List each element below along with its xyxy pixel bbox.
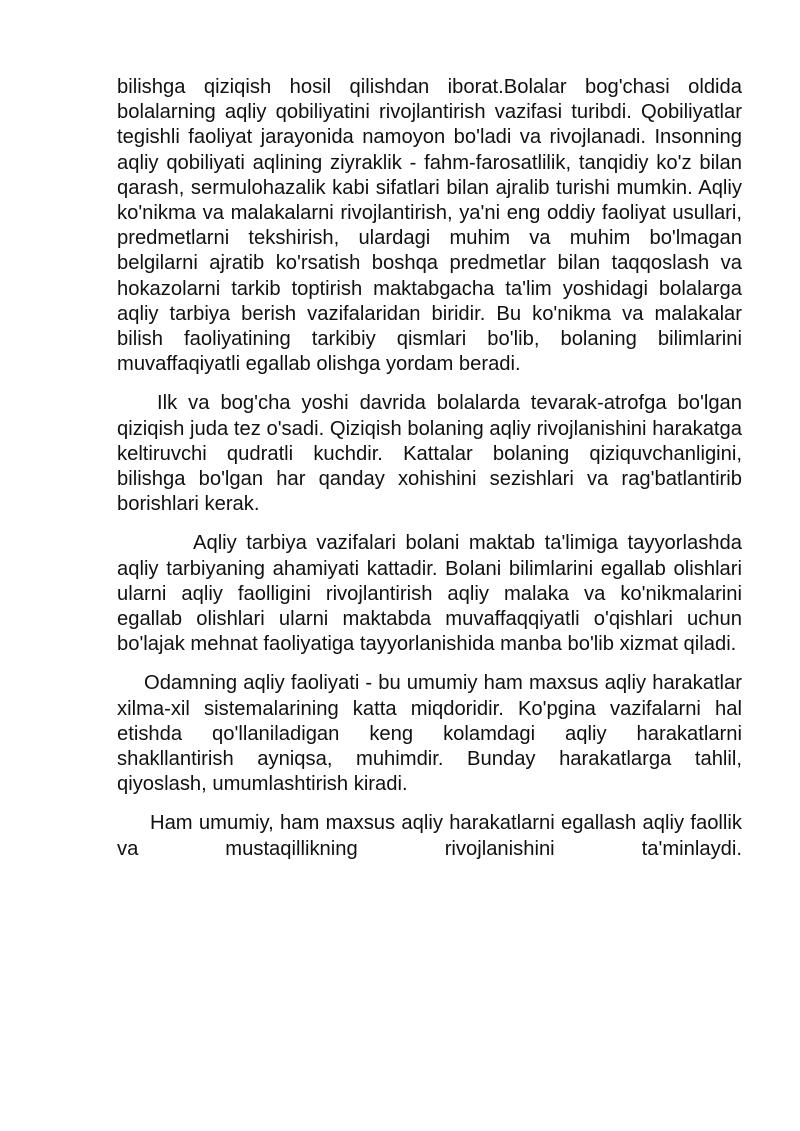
document-page — [117, 75, 742, 876]
paragraph-5: Ham umumiy, ham maxsus aqliy harakatlarni egallash aqliy faollik va mustaqillikning rivojlanishini ta'minlaydi. — [117, 812, 742, 860]
paragraph-2: Ilk va bog'cha yoshi davrida bolalarda tevarak-atrofga bo'lgan qiziqish juda tez o'sadi. Qiziqish bolaning aqliy rivojlanishini harakatga keltiruvchi qudratli kuchdir. Kattalar bolaning qiziquvchanligini, bilishga bo'lgan har qanday xohishini sezishlari va rag'batlantirib borishlari kerak. — [117, 392, 742, 516]
paragraph-1: bilishga qiziqish hosil qilishdan iborat.Bolalar bog'chasi oldida bolalarning aqliy qobiliyatini rivojlantirish vazifasi turibdi. Qobiliyatlar tegishli faoliyat jarayonida namoyon bo'ladi va rivojlanadi. Insonning aqliy qobiliyati aqlining ziyraklik - fahm-farosatlilik, tanqidiy ko'z bilan qarash, sermulohazalik kabi sifatlari bilan ajralib turishi mumkin. Aqliy ko'nikma va malakalarni rivojlantirish, ya'ni eng oddiy faoliyat usullari, predmetlarni tekshirish, ulardagi muhim va muhim bo'lmagan belgilarni ajratib ko'rsatish boshqa predmetlar bilan taqqoslash va hokazolarni tarkib toptirish maktabgacha ta'lim yoshidagi bolalarga aqliy tarbiya berish vazifalaridan biridir. Bu ko'nikma va malakalar bilish faoliyatining tarkibiy qismlari bo'lib, bolaning bilimlarini muvaffaqiyatli egallab olishga yordam beradi. — [117, 76, 742, 376]
paragraph-3: Aqliy tarbiya vazifalari bolani maktab ta'limiga tayyorlashda aqliy tarbiyaning ahamiyati kattadir. Bolani bilimlarini egallab olishlari ularni aqliy faolligini rivojlantirish aqliy malaka va ko'nikmalarini egallab olishlari ularni maktabda muvaffaqqiyatli o'qishlari uchun bo'lajak mehnat faoliyatiga tayyorlanishida manba bo'lib xizmat qiladi. — [117, 532, 742, 656]
paragraph-4: Odamning aqliy faoliyati - bu umumiy ham maxsus aqliy harakatlar xilma-xil sistemalarining katta miqdoridir. Ko'pgina vazifalarni hal etishda qo'llaniladigan keng kolamdagi aqliy harakatlarni shakllantirish ayniqsa, muhimdir. Bunday harakatlarga tahlil, qiyoslash, umumlashtirish kiradi. — [117, 672, 742, 796]
